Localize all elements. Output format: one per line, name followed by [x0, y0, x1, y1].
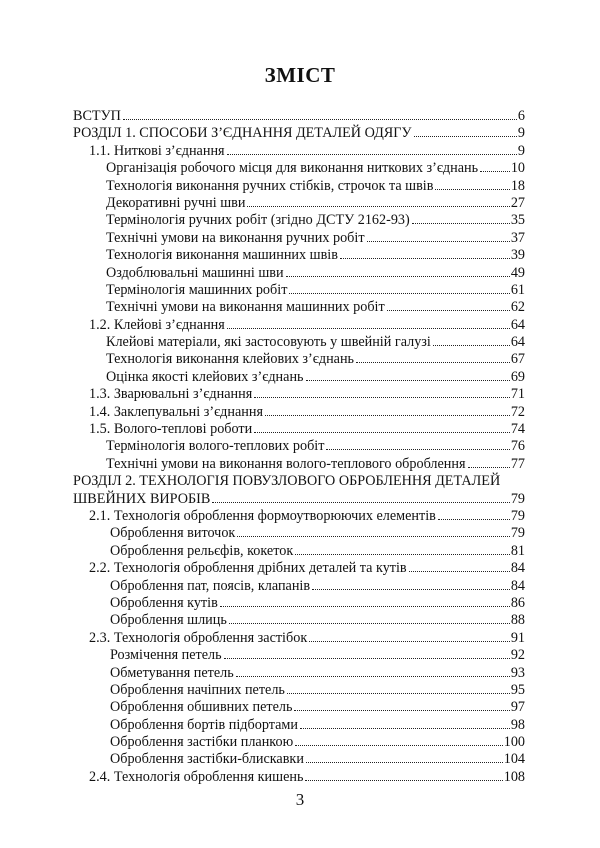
toc-entry-page: 97	[510, 699, 525, 716]
toc-entry-title: Оброблення бортів підбортами	[110, 716, 298, 733]
toc-entry-page: 92	[510, 647, 525, 664]
dot-leader	[212, 501, 509, 503]
toc-entry-page: 79	[510, 490, 525, 507]
dot-leader	[295, 744, 503, 746]
toc-entry	[73, 404, 525, 421]
toc-entry	[73, 456, 525, 473]
toc-entry-page: 84	[510, 560, 525, 577]
dot-leader	[433, 344, 510, 346]
toc-entry	[73, 178, 525, 195]
toc-entry	[73, 282, 525, 299]
dot-leader	[237, 535, 510, 537]
toc-entry	[73, 682, 525, 699]
toc-entry-page: 61	[510, 281, 525, 298]
toc-entry	[73, 369, 525, 386]
toc-entry-title: Оброблення обшивних петель	[110, 699, 293, 716]
toc-entry	[73, 717, 525, 734]
toc-entry	[73, 212, 525, 229]
toc-entry-title: Оброблення начіпних петель	[110, 681, 285, 698]
toc-entry-page: 62	[510, 299, 525, 316]
dot-leader	[326, 448, 509, 450]
dot-leader	[312, 588, 510, 590]
page-number: 3	[295, 790, 305, 809]
toc-entry	[73, 317, 525, 334]
dot-leader	[224, 657, 510, 659]
table-of-contents	[73, 108, 525, 786]
dot-leader	[265, 414, 510, 416]
toc-entry-title: Клейові матеріали, які застосовують у швейній галузі	[106, 334, 431, 351]
toc-entry	[73, 560, 525, 577]
toc-entry-page: 76	[510, 438, 525, 455]
toc-entry-title: Оброблення застібки-блискавки	[110, 751, 304, 768]
toc-entry-title: Технологія виконання машинних швів	[106, 247, 338, 264]
toc-entry-title: Обметування петель	[110, 664, 234, 681]
toc-entry	[73, 543, 525, 560]
toc-entry-title: 1.1. Ниткові з’єднання	[89, 142, 225, 159]
toc-entry	[73, 351, 525, 368]
toc-entry	[73, 143, 525, 160]
toc-entry	[73, 525, 525, 542]
toc-entry	[73, 438, 525, 455]
toc-entry-page: 95	[510, 681, 525, 698]
toc-entry-title: Розмічення петель	[110, 647, 222, 664]
dot-leader	[236, 675, 510, 677]
toc-entry-title: 1.3. Зварювальні з’єднання	[89, 386, 253, 403]
toc-entry-page: 79	[510, 507, 525, 524]
toc-entry	[73, 125, 525, 142]
toc-entry-page: 74	[510, 421, 525, 438]
toc-entry-page: 104	[503, 751, 525, 768]
dot-leader	[414, 135, 517, 137]
toc-entry-page: 27	[510, 194, 525, 211]
toc-entry	[73, 612, 525, 629]
toc-entry-page: 6	[517, 108, 525, 124]
toc-entry-title: 2.3. Технологія оброблення застібок	[89, 629, 308, 646]
toc-entry-page: 84	[510, 577, 525, 594]
toc-entry	[73, 630, 525, 647]
dot-leader	[435, 188, 509, 190]
dot-leader	[286, 275, 510, 277]
toc-entry-title: Термінологія машинних робіт	[106, 281, 288, 298]
dot-leader	[220, 605, 510, 607]
toc-entry-page: 108	[503, 768, 525, 785]
toc-entry-page: 37	[510, 229, 525, 246]
toc-entry	[73, 508, 525, 525]
toc-entry-page: 71	[510, 386, 525, 403]
toc-entry	[73, 647, 525, 664]
toc-entry-page: 88	[510, 612, 525, 629]
dot-leader	[306, 379, 510, 381]
dot-leader	[367, 240, 510, 242]
toc-entry-title: Оброблення пат, поясів, клапанів	[110, 577, 311, 594]
toc-entry-page: 79	[510, 525, 525, 542]
toc-entry	[73, 334, 525, 351]
toc-entry-title: 2.2. Технологія оброблення дрібних деталей та кутів	[89, 560, 407, 577]
dot-leader	[387, 309, 510, 311]
toc-entry	[73, 230, 525, 247]
toc-entry-title: 1.2. Клейові з’єднання	[89, 316, 225, 333]
toc-entry-page: 93	[510, 664, 525, 681]
toc-entry-page: 77	[510, 455, 525, 472]
toc-entry	[73, 421, 525, 438]
toc-entry-page: 100	[503, 734, 525, 751]
toc-entry-title: Оброблення шлиць	[110, 612, 227, 629]
toc-entry-title: Технічні умови на виконання волого-теплового оброблення	[106, 455, 466, 472]
dot-leader	[412, 222, 510, 224]
toc-entry-page: 64	[510, 334, 525, 351]
toc-entry-title: Оброблення виточок	[110, 525, 236, 542]
toc-entry-title: Оздоблювальні машинні шви	[106, 264, 284, 281]
dot-leader	[409, 570, 510, 572]
dot-leader	[340, 257, 510, 259]
toc-entry-title: Технічні умови на виконання ручних робіт	[106, 229, 365, 246]
dot-leader	[306, 761, 503, 763]
dot-leader	[305, 779, 502, 781]
toc-entry	[73, 473, 525, 490]
toc-entry-title: Технічні умови на виконання машинних робіт	[106, 299, 385, 316]
toc-entry-title: РОЗДІЛ 1. СПОСОБИ З’ЄДНАННЯ ДЕТАЛЕЙ ОДЯГУ	[73, 125, 412, 142]
dot-leader	[247, 205, 509, 207]
dot-leader	[227, 327, 510, 329]
page-title: ЗМІСТ	[264, 63, 336, 87]
toc-entry-page: 86	[510, 594, 525, 611]
toc-entry	[73, 265, 525, 282]
dot-leader	[254, 431, 510, 433]
toc-entry-title: ВСТУП	[73, 108, 121, 124]
toc-entry-title: 1.4. Заклепувальні з’єднання	[89, 403, 263, 420]
toc-entry	[73, 769, 525, 786]
toc-entry-page: 67	[510, 351, 525, 368]
dot-leader	[295, 553, 510, 555]
toc-entry-title: Оброблення кутів	[110, 594, 218, 611]
toc-entry-title: Оцінка якості клейових з’єднань	[106, 368, 304, 385]
toc-entry-title: Організація робочого місця для виконання ниткових з’єднань	[106, 160, 479, 177]
dot-leader	[294, 709, 509, 711]
toc-entry-page: 81	[510, 542, 525, 559]
dot-leader	[227, 153, 517, 155]
dot-leader	[480, 170, 510, 172]
dot-leader	[229, 622, 510, 624]
toc-entry	[73, 160, 525, 177]
toc-entry-page: 98	[510, 716, 525, 733]
toc-entry-page: 10	[510, 160, 525, 177]
dot-leader	[123, 118, 517, 120]
dot-leader	[309, 640, 510, 642]
toc-entry	[73, 299, 525, 316]
toc-entry-title: 2.1. Технологія оброблення формоутворюючих елементів	[89, 507, 436, 524]
toc-entry	[73, 699, 525, 716]
dot-leader	[438, 518, 510, 520]
toc-entry	[73, 734, 525, 751]
dot-leader	[300, 727, 510, 729]
toc-entry-page: 72	[510, 403, 525, 420]
toc-entry-title: Термінологія ручних робіт (згідно ДСТУ 2162-93)	[106, 212, 410, 229]
toc-entry-page: 35	[510, 212, 525, 229]
toc-entry-page: 49	[510, 264, 525, 281]
toc-entry-title: Оброблення застібки планкою	[110, 734, 294, 751]
toc-entry-page: 9	[517, 142, 525, 159]
toc-entry-title: РОЗДІЛ 2. ТЕХНОЛОГІЯ ПОВУЗЛОВОГО ОБРОБЛЕННЯ ДЕТАЛЕЙ	[73, 473, 501, 490]
toc-entry	[73, 595, 525, 612]
dot-leader	[287, 692, 510, 694]
toc-entry-title: ШВЕЙНИХ ВИРОБІВ	[73, 490, 211, 507]
toc-entry-title: Оброблення рельєфів, кокеток	[110, 542, 294, 559]
toc-entry-title: Декоративні ручні шви	[106, 194, 246, 211]
toc-entry-page: 39	[510, 247, 525, 264]
toc-entry	[73, 578, 525, 595]
toc-entry	[73, 665, 525, 682]
dot-leader	[356, 361, 510, 363]
toc-entry	[73, 751, 525, 768]
dot-leader	[254, 396, 510, 398]
toc-entry	[73, 247, 525, 264]
dot-leader	[468, 466, 510, 468]
toc-entry	[73, 108, 525, 125]
dot-leader	[289, 292, 509, 294]
toc-entry-page: 69	[510, 368, 525, 385]
toc-entry	[73, 491, 525, 508]
toc-entry-title: 2.4. Технологія оброблення кишень	[89, 768, 304, 785]
toc-entry-title: Технологія виконання ручних стібків, строчок та швів	[106, 177, 434, 194]
toc-entry-title: 1.5. Волого-теплові роботи	[89, 421, 253, 438]
toc-entry-title: Термінологія волого-теплових робіт	[106, 438, 325, 455]
toc-entry	[73, 195, 525, 212]
toc-entry-page: 18	[510, 177, 525, 194]
toc-entry-page: 91	[510, 629, 525, 646]
toc-entry-page: 64	[510, 316, 525, 333]
toc-entry	[73, 386, 525, 403]
toc-entry-page: 9	[517, 125, 525, 142]
toc-entry-title: Технологія виконання клейових з’єднань	[106, 351, 355, 368]
